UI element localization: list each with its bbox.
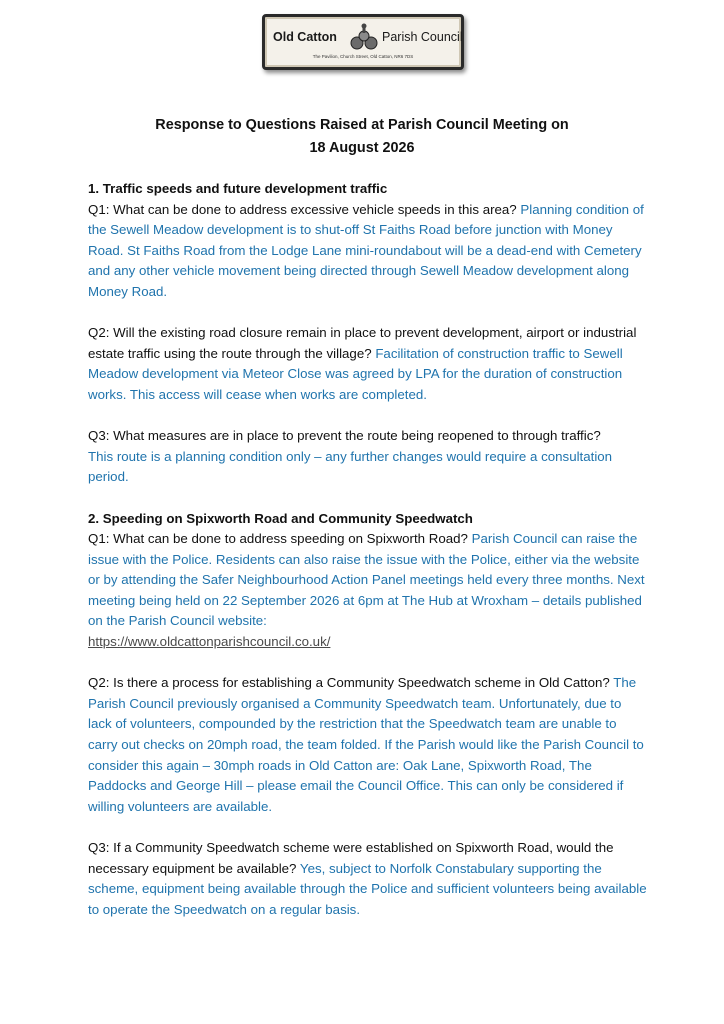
title-line-2: 18 August 2026	[309, 140, 415, 156]
section-2	[88, 509, 648, 653]
logo-address: The Pavilion, Church Street, Old Catton, NR6 7DS	[312, 54, 414, 59]
section-2-heading: 2. Speeding on Spixworth Road and Community Speedwatch	[88, 510, 473, 526]
section-1-q2	[88, 323, 648, 405]
section-2-q2-answer: The Parish Council previously organised a Community Speedwatch team. Unfortunately, due to lack of volunteers, compounded by the restriction that the Speedwatch team are unable to carry out checks on 20mph road, the team folded. If the Parish would like the Parish Council to consider this again – 30mph roads in Old Catton are: Oak Lane, Spixworth Road, The Paddocks and George Hill – please email the Council Office. This can only be considered if willing volunteers are available.	[88, 675, 644, 814]
logo-left-text: Old Catton	[273, 30, 337, 44]
section-2-q2	[88, 673, 648, 817]
section-1-q1-answer: Planning condition of the Sewell Meadow development is to shut-off St Faiths Road before junction with Money Road. St Faiths Road from the Lodge Lane mini-roundabout will be a dead-end with Cemetery and any other vehicle movement being directed through Sewell Meadow development along Money Road.	[88, 201, 644, 299]
document-body	[88, 179, 648, 941]
title-line-1: Response to Questions Raised at Parish Council Meeting on	[155, 117, 569, 133]
section-2-q2-question: Q2: Is there a process for establishing a Community Speedwatch scheme in Old Catton?	[88, 675, 610, 691]
page-title	[60, 114, 664, 160]
section-2-q3	[88, 838, 648, 920]
barrels-emblem-icon	[348, 21, 380, 51]
logo-right-text: Parish Council	[382, 30, 463, 44]
section-2-q3-question: Q3: If a Community Speedwatch scheme were established on Spixworth Road, would the necessary equipment be available?	[88, 840, 614, 876]
section-1-q3	[88, 426, 648, 488]
section-1-q1-question: Q1: What can be done to address excessive vehicle speeds in this area?	[88, 201, 517, 217]
section-2-q3-answer: Yes, subject to Norfolk Constabulary supporting the scheme, equipment being available through the Police and sufficient volunteers being available to operate the Speedwatch on a regular basis.	[88, 860, 647, 917]
section-1-heading: 1. Traffic speeds and future development traffic	[88, 181, 388, 196]
section-2-q1-question: Q1: What can be done to address speeding on Spixworth Road?	[88, 531, 468, 547]
section-1-q3-question: Q3: What measures are in place to prevent the route being reopened to through traffic?	[88, 428, 601, 444]
section-1	[88, 179, 648, 303]
parish-website-link[interactable]: https://www.oldcattonparishcouncil.co.uk/	[88, 634, 331, 650]
section-1-q2-answer: Facilitation of construction traffic to Sewell Meadow development via Meteor Close was agreed by LPA for the duration of construction works. This access will cease when works are completed.	[88, 345, 623, 402]
parish-council-logo	[262, 14, 464, 70]
section-1-q2-question: Q2: Will the existing road closure remain in place to prevent development, airport or industrial estate traffic using the route through the village?	[88, 325, 637, 361]
section-2-q1-answer: Parish Council can raise the issue with the Police. Residents can also raise the issue with the Police, either via the website or by attending the Safer Neighbourhood Action Panel meetings held every three months. Next meeting being held on 22 September 2026 at 6pm at The Hub at Wroxham – details published on the Parish Council website:	[88, 531, 645, 629]
section-1-q3-answer: This route is a planning condition only – any further changes would require a consultation period.	[88, 448, 613, 485]
